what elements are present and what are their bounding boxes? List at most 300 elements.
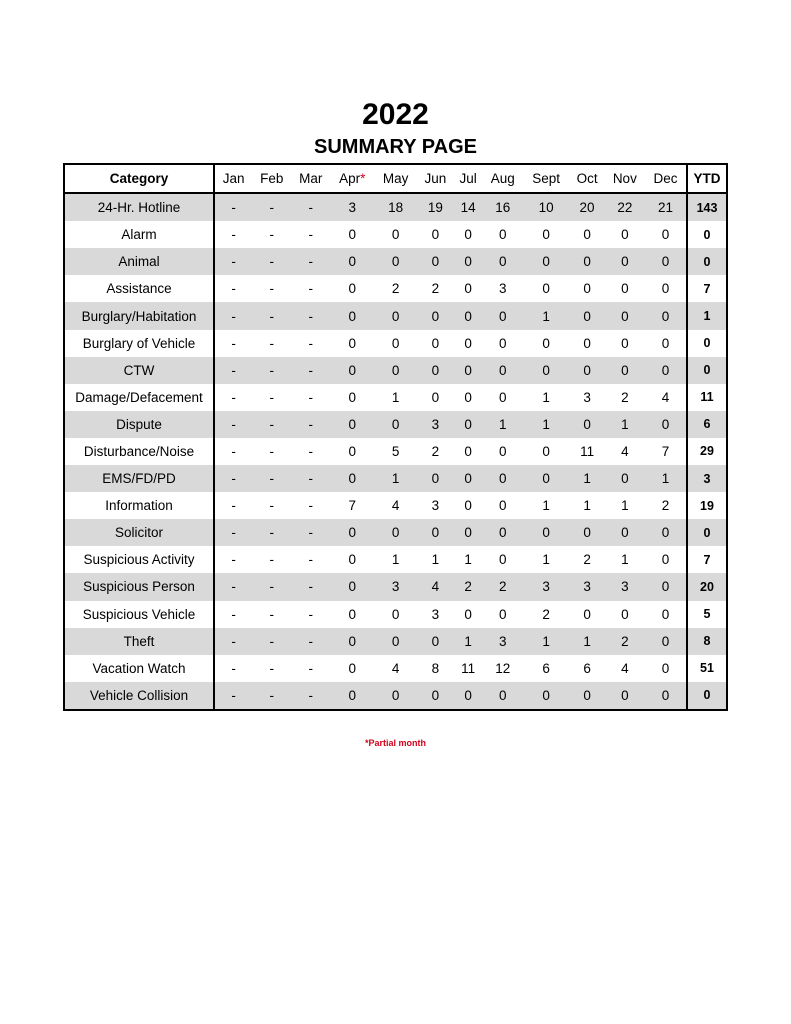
month-value: 3: [330, 193, 374, 221]
month-value: 0: [330, 248, 374, 275]
month-value: 0: [483, 357, 523, 384]
ytd-header: YTD: [687, 164, 727, 193]
month-value: 0: [621, 335, 629, 351]
month-value: -: [291, 573, 330, 600]
month-value: -: [291, 411, 330, 438]
month-value: 0: [374, 682, 417, 710]
month-value: 0: [661, 606, 670, 622]
month-value: 0: [348, 389, 356, 405]
month-value: 0: [454, 519, 483, 546]
month-value: -: [214, 465, 252, 492]
month-value: 0: [391, 606, 400, 622]
month-value: 22: [605, 193, 645, 221]
month-value: -: [231, 227, 236, 243]
month-value: -: [308, 227, 313, 243]
ytd-value: 19: [687, 492, 727, 519]
month-value: 1: [569, 628, 604, 655]
month-value: 0: [374, 411, 417, 438]
month-value: 0: [391, 227, 400, 243]
month-value: -: [214, 573, 252, 600]
month-value: 0: [661, 335, 670, 351]
month-header-jul: Jul: [454, 164, 483, 193]
month-value: 0: [374, 519, 417, 546]
month-value: 0: [330, 573, 374, 600]
ytd-value: 0: [687, 682, 727, 710]
month-value: 7: [348, 498, 356, 514]
table-row: [64, 411, 727, 438]
ytd-value: 7: [687, 546, 727, 573]
row-category: Vacation Watch: [64, 655, 214, 682]
month-value: 0: [417, 302, 454, 329]
table-row: [64, 465, 727, 492]
month-value: -: [231, 335, 236, 351]
month-value: 0: [464, 443, 472, 459]
month-value: 0: [498, 335, 507, 351]
month-label-apr: Apr: [339, 171, 361, 187]
month-value: -: [214, 357, 252, 384]
month-value: 18: [374, 193, 417, 221]
month-value: 0: [583, 281, 591, 297]
page-title: SUMMARY PAGE: [314, 136, 477, 158]
month-value: 0: [661, 660, 670, 676]
row-category: CTW: [64, 357, 214, 384]
month-value: 14: [454, 193, 483, 221]
month-value: 2: [454, 573, 483, 600]
month-value: 0: [569, 357, 604, 384]
ytd-value: 20: [687, 573, 727, 600]
month-value: -: [214, 248, 252, 275]
month-value: 1: [542, 498, 550, 514]
month-value: 1: [391, 552, 400, 568]
month-value: -: [308, 281, 313, 297]
month-value: -: [231, 443, 236, 459]
month-value: 0: [542, 335, 550, 351]
month-value: -: [291, 302, 330, 329]
footnote: *Partial month: [364, 738, 426, 748]
month-value: -: [308, 552, 313, 568]
month-value: -: [214, 302, 252, 329]
table-row: [64, 601, 727, 628]
month-value: 1: [523, 302, 570, 329]
ytd-value: 1: [687, 302, 727, 329]
month-value: 0: [330, 682, 374, 710]
ytd-value: 5: [687, 601, 727, 628]
month-value: 0: [348, 660, 356, 676]
month-value: 0: [605, 248, 645, 275]
month-value: 0: [374, 357, 417, 384]
month-value: -: [269, 498, 274, 514]
month-value: 11: [580, 443, 595, 459]
month-value: -: [269, 227, 274, 243]
month-value: -: [214, 193, 252, 221]
month-value: 0: [583, 227, 591, 243]
month-value: 0: [330, 465, 374, 492]
month-value: 0: [417, 682, 454, 710]
month-value: 0: [464, 498, 472, 514]
month-value: 0: [483, 248, 523, 275]
month-value: 0: [605, 302, 645, 329]
ytd-value: 143: [687, 193, 727, 221]
month-value: -: [291, 465, 330, 492]
month-value: 4: [621, 660, 629, 676]
table-row: [64, 330, 727, 357]
table-row: [64, 628, 727, 655]
table-row: [64, 682, 727, 710]
row-category: EMS/FD/PD: [64, 465, 214, 492]
month-header-feb: Feb: [252, 164, 291, 193]
month-value: -: [252, 465, 291, 492]
month-value: 0: [645, 411, 687, 438]
table-row: [64, 655, 727, 682]
row-category: Dispute: [64, 411, 214, 438]
month-value: 7: [661, 443, 670, 459]
month-value: 0: [498, 498, 507, 514]
month-header-jan: Jan: [214, 164, 252, 193]
month-value: 0: [483, 465, 523, 492]
month-value: 0: [417, 628, 454, 655]
table-row: [64, 275, 727, 302]
month-value: 1: [645, 465, 687, 492]
ytd-value: 7: [687, 275, 727, 302]
table-row: [64, 248, 727, 275]
month-value: 2: [542, 606, 550, 622]
month-value: 2: [605, 628, 645, 655]
month-value: 3: [569, 573, 604, 600]
month-value: 0: [348, 443, 356, 459]
month-value: 0: [464, 389, 472, 405]
month-value: 0: [374, 302, 417, 329]
month-value: 0: [417, 248, 454, 275]
month-value: -: [252, 573, 291, 600]
row-category: Disturbance/Noise: [64, 438, 214, 465]
month-value: 5: [391, 443, 400, 459]
month-value: 0: [661, 281, 670, 297]
month-value: 0: [542, 227, 550, 243]
month-value: -: [269, 443, 274, 459]
month-value: 1: [569, 465, 604, 492]
month-value: 0: [645, 248, 687, 275]
month-value: 0: [431, 389, 440, 405]
table-row: [64, 492, 727, 519]
month-value: 0: [542, 281, 550, 297]
month-value: -: [308, 443, 313, 459]
month-header-oct: Oct: [569, 164, 604, 193]
month-value: -: [252, 682, 291, 710]
month-value: 0: [464, 335, 472, 351]
month-value: 0: [454, 411, 483, 438]
month-value: -: [308, 498, 313, 514]
month-value: 0: [330, 519, 374, 546]
month-value: 0: [523, 519, 570, 546]
month-value: -: [231, 389, 236, 405]
month-value: -: [252, 519, 291, 546]
month-value: 3: [498, 281, 507, 297]
ytd-value: 29: [687, 438, 727, 465]
row-category: Suspicious Activity: [64, 546, 214, 573]
month-value: 0: [661, 552, 670, 568]
month-value: 0: [498, 606, 507, 622]
month-value: -: [308, 389, 313, 405]
row-category: Alarm: [64, 221, 214, 248]
table-row: [64, 438, 727, 465]
month-value: 3: [431, 606, 440, 622]
month-header-jun: Jun: [417, 164, 454, 193]
month-value: -: [214, 628, 252, 655]
month-value: 0: [661, 227, 670, 243]
month-value: 0: [464, 606, 472, 622]
month-value: 4: [391, 498, 400, 514]
month-value: -: [308, 606, 313, 622]
row-category: Burglary/Habitation: [64, 302, 214, 329]
month-value: -: [252, 357, 291, 384]
month-value: 11: [461, 660, 476, 676]
month-value: -: [269, 552, 274, 568]
month-value: 0: [417, 357, 454, 384]
month-value: 0: [330, 302, 374, 329]
month-value: 0: [645, 682, 687, 710]
row-category: 24-Hr. Hotline: [64, 193, 214, 221]
month-value: 3: [374, 573, 417, 600]
month-value: 1: [583, 498, 591, 514]
month-value: 0: [348, 281, 356, 297]
report-year: 2022: [362, 98, 429, 131]
ytd-value: 0: [687, 221, 727, 248]
month-value: 0: [498, 443, 507, 459]
ytd-value: 0: [687, 357, 727, 384]
month-value: 1: [391, 389, 400, 405]
month-value: 1: [374, 465, 417, 492]
table-row: [64, 193, 727, 221]
row-category: Solicitor: [64, 519, 214, 546]
month-value: 6: [542, 660, 550, 676]
row-category: Animal: [64, 248, 214, 275]
month-value: 4: [391, 660, 400, 676]
table-row: [64, 357, 727, 384]
ytd-value: 0: [687, 519, 727, 546]
row-category: Theft: [64, 628, 214, 655]
month-value: 21: [645, 193, 687, 221]
month-value: 10: [523, 193, 570, 221]
month-value: 0: [483, 682, 523, 710]
month-value: -: [291, 248, 330, 275]
month-value: -: [269, 389, 274, 405]
month-value: 0: [391, 335, 400, 351]
month-value: 0: [523, 465, 570, 492]
month-value: 0: [417, 519, 454, 546]
month-value: 0: [645, 357, 687, 384]
table-body: [64, 193, 727, 710]
month-value: -: [214, 519, 252, 546]
month-value: 1: [542, 389, 550, 405]
row-category: Assistance: [64, 275, 214, 302]
row-category: Information: [64, 492, 214, 519]
month-value: 0: [583, 335, 591, 351]
month-value: 0: [348, 606, 356, 622]
month-value: 0: [605, 357, 645, 384]
month-value: 1: [605, 411, 645, 438]
month-value: 0: [523, 682, 570, 710]
month-value: 3: [483, 628, 523, 655]
row-category: Vehicle Collision: [64, 682, 214, 710]
month-value: -: [252, 628, 291, 655]
month-value: 1: [431, 552, 440, 568]
ytd-value: 8: [687, 628, 727, 655]
summary-table: [63, 163, 728, 711]
month-value: -: [291, 193, 330, 221]
row-category: Suspicious Person: [64, 573, 214, 600]
month-value: 0: [464, 227, 472, 243]
month-value: 0: [569, 248, 604, 275]
partial-month-marker: *: [360, 171, 366, 187]
table-row: [64, 384, 727, 411]
month-value: 16: [483, 193, 523, 221]
month-value: -: [231, 552, 236, 568]
month-value: 1: [523, 411, 570, 438]
month-value: 3: [417, 411, 454, 438]
month-value: -: [269, 606, 274, 622]
month-value: 0: [330, 411, 374, 438]
ytd-value: 3: [687, 465, 727, 492]
month-value: 2: [391, 281, 400, 297]
month-value: 4: [661, 389, 670, 405]
month-value: 0: [569, 682, 604, 710]
month-value: 1: [523, 628, 570, 655]
month-value: -: [308, 660, 313, 676]
month-value: -: [291, 357, 330, 384]
month-value: 0: [583, 606, 591, 622]
header-row: [64, 164, 727, 193]
month-value: 0: [605, 519, 645, 546]
month-header-may: May: [374, 164, 417, 193]
table-row: [64, 546, 727, 573]
month-value: 0: [348, 227, 356, 243]
table-row: [64, 302, 727, 329]
month-header-nov: Nov: [605, 164, 645, 193]
month-value: -: [252, 411, 291, 438]
ytd-value: 0: [687, 248, 727, 275]
month-value: 1: [483, 411, 523, 438]
month-value: -: [252, 248, 291, 275]
month-value: 3: [431, 498, 440, 514]
month-value: 0: [348, 335, 356, 351]
month-value: 0: [374, 248, 417, 275]
month-value: -: [252, 193, 291, 221]
month-value: 0: [374, 628, 417, 655]
month-value: -: [291, 682, 330, 710]
month-value: 0: [605, 465, 645, 492]
month-value: -: [269, 335, 274, 351]
month-value: 0: [621, 606, 629, 622]
month-value: 0: [645, 628, 687, 655]
month-value: 2: [431, 281, 440, 297]
month-value: 0: [483, 302, 523, 329]
month-value: 0: [454, 248, 483, 275]
month-value: -: [252, 302, 291, 329]
month-value: 0: [498, 227, 507, 243]
month-value: 1: [454, 628, 483, 655]
month-value: 6: [583, 660, 591, 676]
month-value: 0: [464, 281, 472, 297]
month-value: -: [308, 335, 313, 351]
month-value: 0: [542, 443, 550, 459]
month-value: 0: [454, 682, 483, 710]
month-value: 8: [431, 660, 440, 676]
ytd-value: 11: [687, 384, 727, 411]
month-value: 0: [569, 519, 604, 546]
table-row: [64, 519, 727, 546]
ytd-value: 51: [687, 655, 727, 682]
month-value: -: [214, 682, 252, 710]
month-value: 0: [454, 465, 483, 492]
table-row: [64, 221, 727, 248]
month-header-dec: Dec: [645, 164, 687, 193]
month-value: 3: [523, 573, 570, 600]
month-value: -: [291, 628, 330, 655]
month-header-sept: Sept: [523, 164, 570, 193]
month-value: 2: [621, 389, 629, 405]
month-value: 0: [454, 302, 483, 329]
month-value: 1: [621, 552, 629, 568]
month-value: 0: [330, 628, 374, 655]
month-value: 0: [605, 682, 645, 710]
month-value: 0: [569, 411, 604, 438]
month-value: -: [214, 411, 252, 438]
month-value: 2: [483, 573, 523, 600]
month-value: 1: [621, 498, 629, 514]
month-value: -: [231, 660, 236, 676]
table-row: [64, 573, 727, 600]
month-value: 0: [417, 465, 454, 492]
month-value: 0: [498, 552, 507, 568]
month-value: 0: [348, 552, 356, 568]
month-value: 3: [583, 389, 591, 405]
month-value: 1: [542, 552, 550, 568]
month-value: 2: [661, 498, 670, 514]
month-value: 0: [498, 389, 507, 405]
month-value: 0: [330, 357, 374, 384]
month-value: 4: [417, 573, 454, 600]
month-value: 4: [621, 443, 629, 459]
month-value: -: [269, 660, 274, 676]
ytd-value: 6: [687, 411, 727, 438]
month-value: -: [231, 281, 236, 297]
month-value: 0: [454, 357, 483, 384]
row-category: Damage/Defacement: [64, 384, 214, 411]
month-value: -: [291, 519, 330, 546]
month-value: -: [231, 498, 236, 514]
month-value: 0: [523, 248, 570, 275]
month-header-mar: Mar: [291, 164, 330, 193]
ytd-value: 0: [687, 330, 727, 357]
month-value: 2: [431, 443, 440, 459]
month-value: 2: [583, 552, 591, 568]
month-value: 12: [495, 660, 511, 676]
row-category: Suspicious Vehicle: [64, 601, 214, 628]
month-value: 0: [523, 357, 570, 384]
month-value: 20: [569, 193, 604, 221]
month-header-apr: [330, 164, 374, 193]
month-value: 19: [417, 193, 454, 221]
row-category: Burglary of Vehicle: [64, 330, 214, 357]
month-value: 0: [645, 302, 687, 329]
month-value: 1: [464, 552, 472, 568]
month-value: 0: [483, 519, 523, 546]
month-value: -: [269, 281, 274, 297]
month-value: 3: [605, 573, 645, 600]
month-value: -: [231, 606, 236, 622]
month-value: 0: [431, 335, 440, 351]
month-value: 0: [645, 573, 687, 600]
